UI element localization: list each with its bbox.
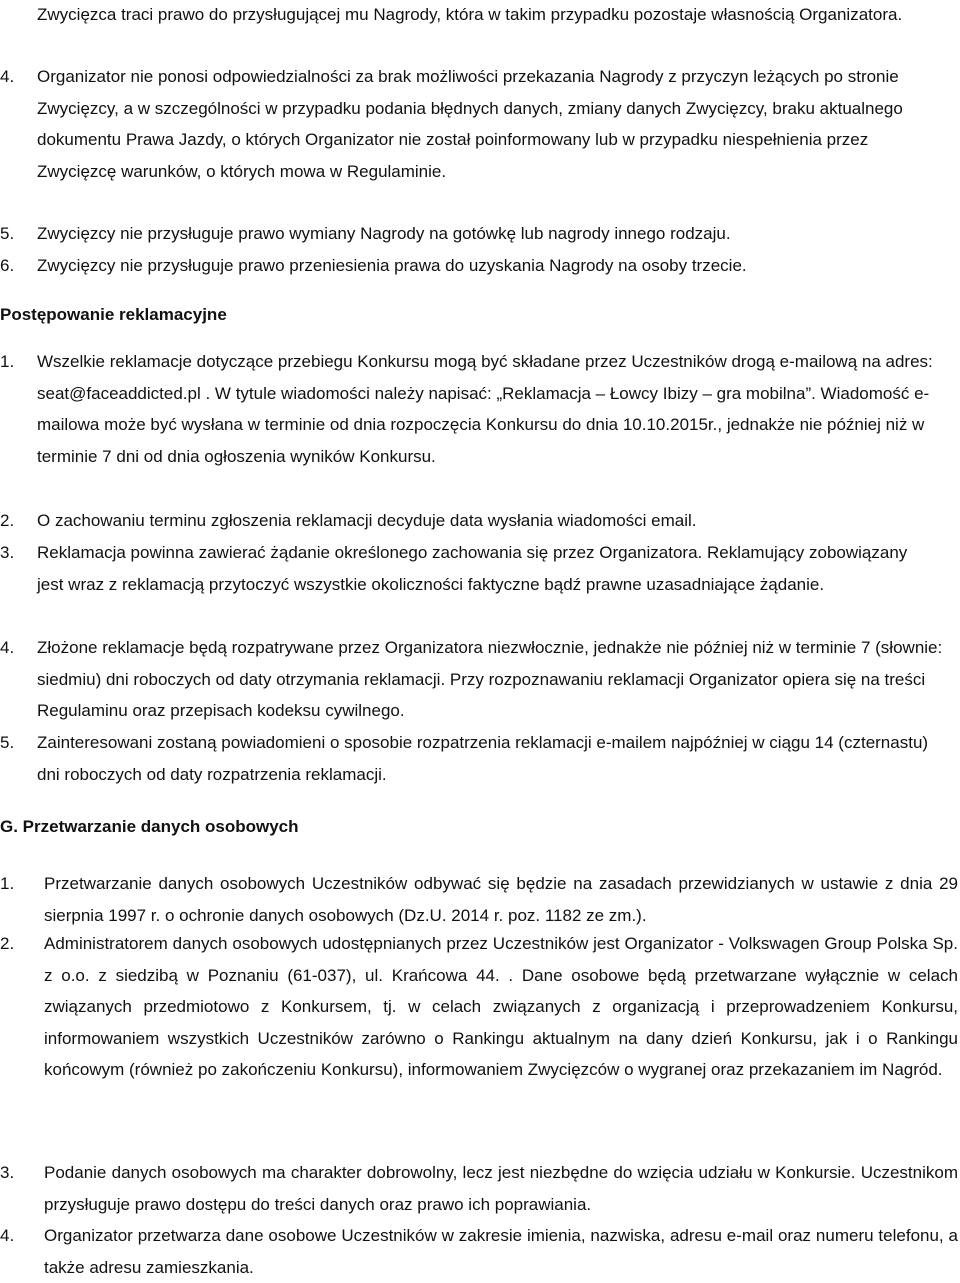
item-text: Zwycięzcy nie przysługuje prawo wymiany Nagrody na gotówkę lub nagrody innego rodzaju. xyxy=(37,224,731,243)
item-number: 2. xyxy=(0,934,15,953)
item-text: O zachowaniu terminu zgłoszenia reklamacji decyduje data wysłania wiadomości email. xyxy=(37,511,697,530)
item-number: 1. xyxy=(0,874,15,893)
item-number: 4. xyxy=(0,638,15,657)
item-text: Złożone reklamacje będą rozpatrywane przez Organizatora niezwłocznie, jednakże nie później niż w terminie 7 (słownie: siedmiu) dni roboczych od daty otrzymania reklamacji. Przy rozpoznawaniu reklamacji Organizator opiera się na treści Regulaminu oraz przepisach kodeksu cywilnego. xyxy=(37,638,943,720)
section-heading: Postępowanie reklamacyjne xyxy=(0,305,227,324)
item-text: Podanie danych osobowych ma charakter dobrowolny, lecz jest niezbędne do wzięcia udziału w Konkursie. Uczestnikom przysługuje prawo dostępu do treści danych oraz prawo ich poprawiania. xyxy=(44,1163,958,1214)
item-number: 2. xyxy=(0,511,15,530)
item-text: Zwycięzcy nie przysługuje prawo przeniesienia prawa do uzyskania Nagrody na osoby trzecie. xyxy=(37,256,747,275)
intro-continuation: Zwycięzca traci prawo do przysługującej mu Nagrody, która w takim przypadku pozostaje własnością Organizatora. xyxy=(37,5,903,24)
item-text: Wszelkie reklamacje dotyczące przebiegu Konkursu mogą być składane przez Uczestników drogą e-mailową na adres: seat@faceaddicted.pl . W tytule wiadomości należy napisać: „Reklamacja – Łowcy Ibizy – gra mobilna”. Wiadomość e-mailowa może być wysłana w terminie od dnia rozpoczęcia Konkursu do dnia 10.10.2015r., jednakże nie później niż w terminie 7 dni od dnia ogłoszenia wyników Konkursu. xyxy=(37,352,933,466)
item-number: 4. xyxy=(0,1226,15,1245)
item-text: Przetwarzanie danych osobowych Uczestników odbywać się będzie na zasadach przewidzianych w ustawie z dnia 29 sierpnia 1997 r. o ochronie danych osobowych (Dz.U. 2014 r. poz. 1182 ze zm.). xyxy=(44,874,958,925)
item-number: 5. xyxy=(0,733,15,752)
item-number: 1. xyxy=(0,352,15,371)
item-text: Organizator przetwarza dane osobowe Uczestników w zakresie imienia, nazwiska, adresu e-mail oraz numeru telefonu, a także adresu zamieszkania. xyxy=(44,1226,958,1277)
item-number: 3. xyxy=(0,1163,15,1182)
item-number: 3. xyxy=(0,543,15,562)
item-text: Organizator nie ponosi odpowiedzialności za brak możliwości przekazania Nagrody z przyczyn leżących po stronie Zwycięzcy, a w szczególności w przypadku podania błędnych danych, zmiany danych Zwycięzcy, braku aktualnego dokumentu Prawa Jazdy, o których Organizator nie został poinformowany lub w przypadku niespełnienia przez Zwycięzcę warunków, o których mowa w Regulaminie. xyxy=(37,67,903,181)
item-text: Administratorem danych osobowych udostępnianych przez Uczestników jest Organizator - Volkswagen Group Polska Sp. z o.o. z siedzibą w Poznaniu (61-037), ul. Krańcowa 44. . Dane osobowe będą przetwarzane wyłącznie w celach związanych przedmiotowo z Konkursem, tj. w celach związanych z organizacją i przeprowadzeniem Konkursu, informowaniem wszystkich Uczestników zarówno o Rankingu aktualnym na dany dzień Konkursu, jak i o Rankingu końcowym (również po zakończeniu Konkursu), informowaniem Zwycięzców o wygranej oraz przekazaniem im Nagród. xyxy=(44,934,958,1079)
item-text: Reklamacja powinna zawierać żądanie określonego zachowania się przez Organizatora. Reklamujący zobowiązany jest wraz z reklamacją przytoczyć wszystkie okoliczności faktyczne bądź prawne uzasadniające żądanie. xyxy=(37,543,908,594)
item-number: 4. xyxy=(0,67,15,86)
item-number: 6. xyxy=(0,256,15,275)
item-text: Zainteresowani zostaną powiadomieni o sposobie rozpatrzenia reklamacji e-mailem najpóźniej w ciągu 14 (czternastu) dni roboczych od daty rozpatrzenia reklamacji. xyxy=(37,733,929,784)
section-heading: G. Przetwarzanie danych osobowych xyxy=(0,817,299,836)
item-number: 5. xyxy=(0,224,15,243)
